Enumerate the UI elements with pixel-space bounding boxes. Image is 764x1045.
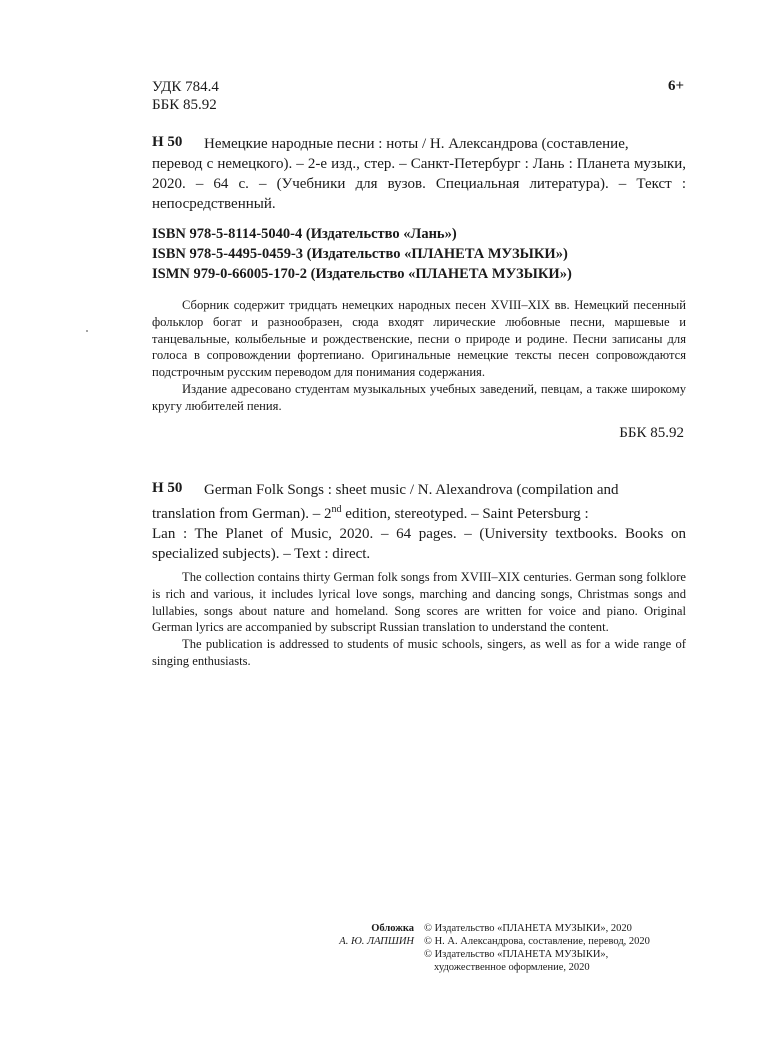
copyright-line: художественное оформление, 2020 xyxy=(434,962,590,973)
isbn-planeta: ISBN 978-5-4495-0459-3 (Издательство «ПЛАНЕТА МУЗЫКИ») xyxy=(152,246,568,262)
age-rating: 6+ xyxy=(667,78,684,94)
copyright-line: © Издательство «ПЛАНЕТА МУЗЫКИ», 2020 xyxy=(424,923,632,934)
stray-mark xyxy=(86,330,88,332)
cover-credit xyxy=(300,922,414,948)
english-record-line1: German Folk Songs : sheet music / N. Alexandrova (compilation and xyxy=(204,482,619,498)
isbn-lan: ISBN 978-5-8114-5040-4 (Издательство «Лань») xyxy=(152,226,457,242)
copyright-list xyxy=(424,922,650,974)
ismn-planeta: ISMN 979-0-66005-170-2 (Издательство «ПЛАНЕТА МУЗЫКИ») xyxy=(152,266,572,282)
bbk-code: ББК 85.92 xyxy=(152,97,217,113)
russian-abstract-p2: Издание адресовано студентам музыкальных учебных заведений, певцам, а также широкому кругу любителей пения. xyxy=(152,381,686,413)
english-bibliographic-record xyxy=(152,480,686,564)
english-edition-pre: translation from German). – 2 xyxy=(152,506,332,522)
russian-record-line1: Немецкие народные песни : ноты / Н. Александрова (составление, xyxy=(204,136,629,152)
copyright-line: © Н. А. Александрова, составление, перевод, 2020 xyxy=(424,936,650,947)
english-record-line2 xyxy=(152,500,686,524)
russian-abstract-p1: Сборник содержит тридцать немецких народных песен XVIII–XIX вв. Немецкий песенный фольклор богат и разнообразен, сюда входят лирические любовные песни, маршевые и танцевальные, колыбельные и рождественские, песни о природе и родине. Песни записаны для голоса в сопровождении фортепиано. Оригинальные немецкие тексты песен сопровождаются подстрочным русским переводом для понимания содержания. xyxy=(152,298,686,380)
english-record-rest: Lan : The Planet of Music, 2020. – 64 pages. – (University textbooks. Books on specialized subjects). – Text : direct. xyxy=(152,526,686,562)
udk-code: УДК 784.4 xyxy=(152,79,219,95)
english-edition-sup: nd xyxy=(331,504,342,515)
english-abstract xyxy=(152,569,686,670)
cover-label: Обложка xyxy=(371,923,414,934)
bbk-right: ББК 85.92 xyxy=(619,425,684,441)
copyright-line: © Издательство «ПЛАНЕТА МУЗЫКИ», xyxy=(424,949,609,960)
russian-abstract xyxy=(152,297,686,415)
russian-bibliographic-record xyxy=(152,134,686,214)
cover-artist: А. Ю. ЛАПШИН xyxy=(339,936,414,947)
english-abstract-p1: The collection contains thirty German folk songs from XVIII–XIX centuries. German song folklore is rich and various, it includes lyrical love songs, marching and dancing songs, Christmas songs and lullabies, songs about nature and homeland. Song scores are written for voice and piano. Original German lyrics are accompanied by subscript Russian translation to understand the content. xyxy=(152,570,686,635)
udk-bbk-block xyxy=(152,78,219,114)
russian-record-rest: перевод с немецкого). – 2-е изд., стер. – Санкт-Петербург : Лань : Планета музыки, 2020. – 64 с. – (Учебники для вузов. Специальная литература). – Текст : непосредственный. xyxy=(152,156,686,212)
russian-author-code: Н 50 xyxy=(152,134,183,150)
isbn-list xyxy=(152,224,572,284)
english-edition-post: edition, stereotyped. – Saint Petersburg : xyxy=(341,506,589,522)
english-author-code: H 50 xyxy=(152,480,183,496)
english-abstract-p2: The publication is addressed to students of music schools, singers, as well as for a wide range of singing enthusiasts. xyxy=(152,637,686,668)
